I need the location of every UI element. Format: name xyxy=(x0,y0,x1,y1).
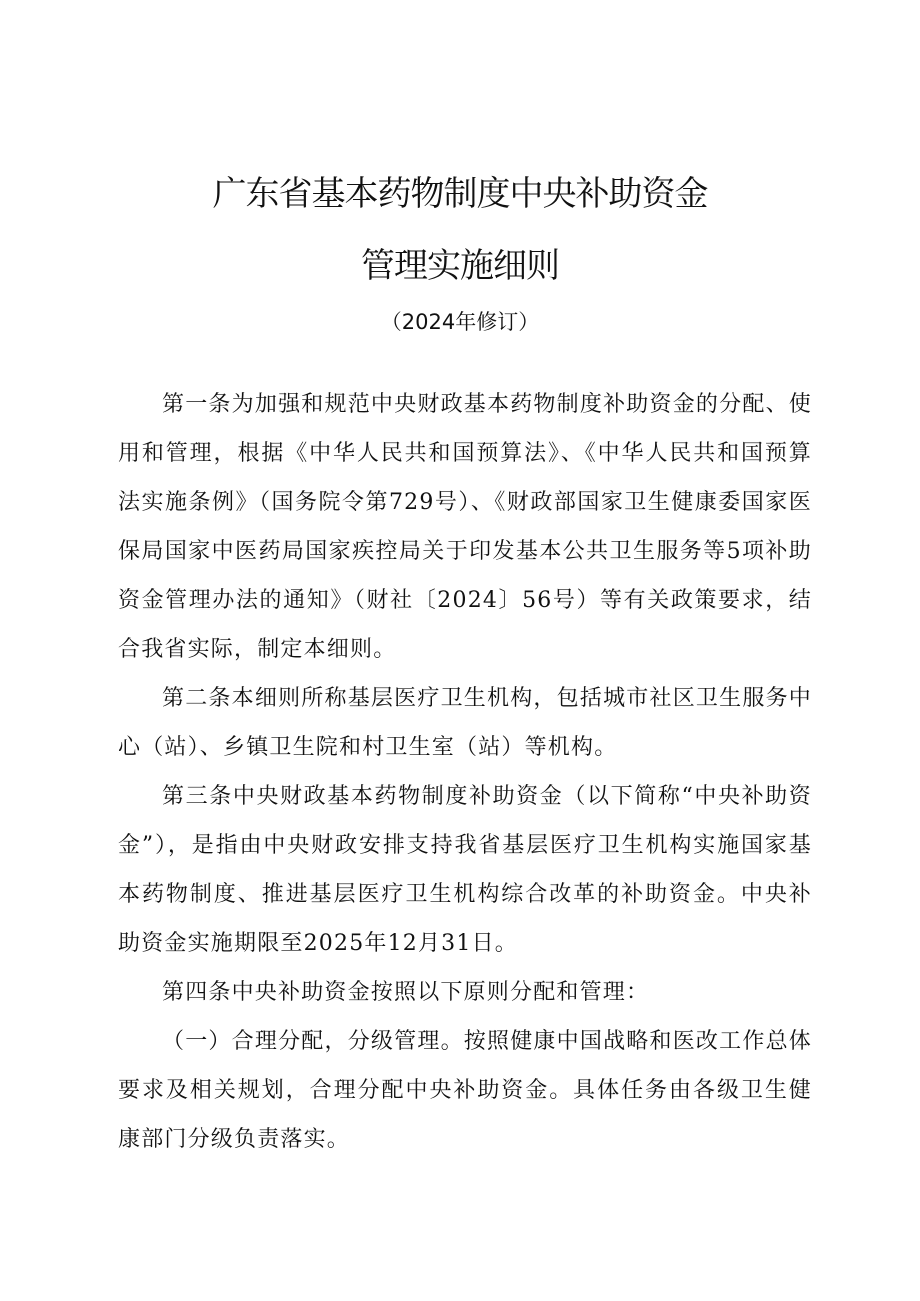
article-1-paragraph: 第一条为加强和规范中央财政基本药物制度补助资金的分配、使用和管理，根据《中华人民共和国预算法》、《中华人民共和国预算法实施条例》（国务院令第729号）、《财政部国家卫生健康委国家医保局国家中医药局国家疾控局关于印发基本公共卫生服务等5项补助资金管理办法的通知》（财社〔2024〕56号）等有关政策要求，结合我省实际，制定本细则。 xyxy=(118,392,812,662)
document-subtitle: （2024年修订） xyxy=(380,310,540,334)
article-3-paragraph: 第三条中央财政基本药物制度补助资金（以下简称“中央补助资金”），是指由中央财政安排支持我省基层医疗卫生机构实施国家基本药物制度、推进基层医疗卫生机构综合改革的补助资金。中央补助资金实施期限至2025年12月31日。 xyxy=(118,784,812,956)
article-4-paragraph: 第四条中央补助资金按照以下原则分配和管理： xyxy=(162,980,650,1005)
document-title-line-1: 广东省基本药物制度中央补助资金 xyxy=(212,174,708,214)
article-4-item-1-paragraph: （一）合理分配，分级管理。按照健康中国战略和医改工作总体要求及相关规划，合理分配中央补助资金。具体任务由各级卫生健康部门分级负责落实。 xyxy=(118,1029,812,1152)
document-title-line-2: 管理实施细则 xyxy=(361,246,559,286)
article-2-paragraph: 第二条本细则所称基层医疗卫生机构，包括城市社区卫生服务中心（站）、乡镇卫生院和村卫生室（站）等机构。 xyxy=(118,686,812,760)
document-body xyxy=(118,380,812,1164)
